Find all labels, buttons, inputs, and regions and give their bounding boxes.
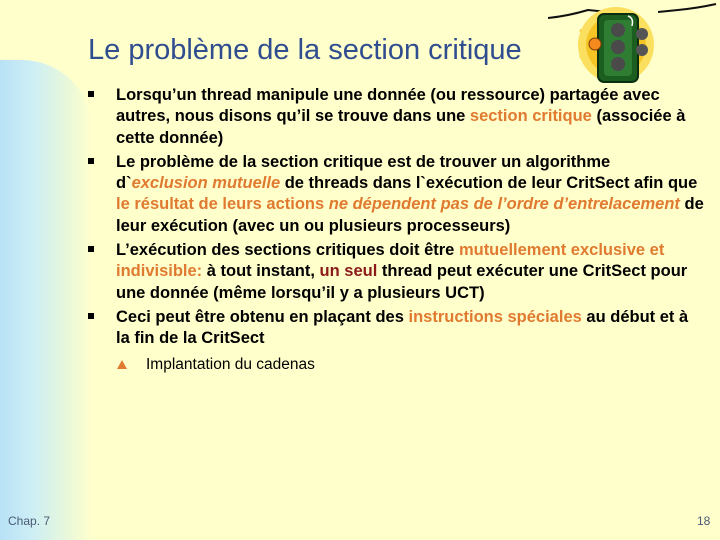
bullet-text [116, 307, 704, 350]
text-segment: de threads dans l`exécution de leur CritSect afin que [280, 174, 698, 193]
text-segment: Lorsqu’un thread manipule une donnée (ou ressource) partagée avec autres, nous disons qu’il se trouve dans une [116, 86, 660, 126]
text-segment: au début et à la fin de la CritSect [116, 307, 689, 348]
text-segment: Ceci peut être obtenu en plaçant des [116, 307, 409, 326]
text-segment: mutuellement exclusive et indivisible: [116, 241, 665, 281]
bullet-text [116, 240, 704, 304]
bullet-item [84, 307, 704, 350]
text-segment: de leur exécution (avec un ou plusieurs processeurs) [116, 195, 704, 235]
page-number: 18 [697, 514, 711, 528]
text-segment: thread peut exécuter une CritSect pour une donnée (même lorsqu’il y a plusieurs UCT) [116, 262, 688, 302]
left-decorative-band [0, 60, 92, 540]
square-bullet-icon [88, 246, 94, 252]
square-bullet-icon [88, 91, 94, 97]
text-segment: section critique [469, 107, 592, 126]
traffic-light-icon [548, 0, 718, 90]
text-segment: L’exécution des sections critiques doit être [116, 241, 459, 260]
square-bullet-icon [88, 158, 94, 164]
text-segment: à tout instant, [202, 262, 320, 281]
text-segment: instructions spéciales [408, 307, 582, 326]
text-segment: un seul [319, 262, 378, 281]
text-segment: exclusion mutuelle [131, 174, 281, 193]
sub-bullet-text: Implantation du cadenas [146, 355, 315, 373]
footer-chapter: Chap. 7 [8, 514, 51, 528]
bullet-text [116, 85, 704, 149]
bullet-item [84, 152, 704, 237]
bullet-item [84, 85, 704, 149]
square-bullet-icon [88, 313, 94, 319]
text-segment: Le problème de la section critique est de trouver un algorithme d` [116, 152, 611, 193]
text-segment: ne dépendent pas de l’ordre d’entrelacement [328, 195, 680, 214]
slide-title: Le problème de la section critique [88, 34, 522, 66]
bullet-list [84, 85, 704, 374]
text-segment: (associée à cette donnée) [116, 107, 686, 147]
bullet-text [116, 152, 704, 237]
sub-bullet-item [84, 356, 704, 374]
triangle-bullet-icon [117, 360, 127, 369]
bullet-item [84, 240, 704, 304]
text-segment: le résultat de leurs actions [116, 195, 329, 214]
